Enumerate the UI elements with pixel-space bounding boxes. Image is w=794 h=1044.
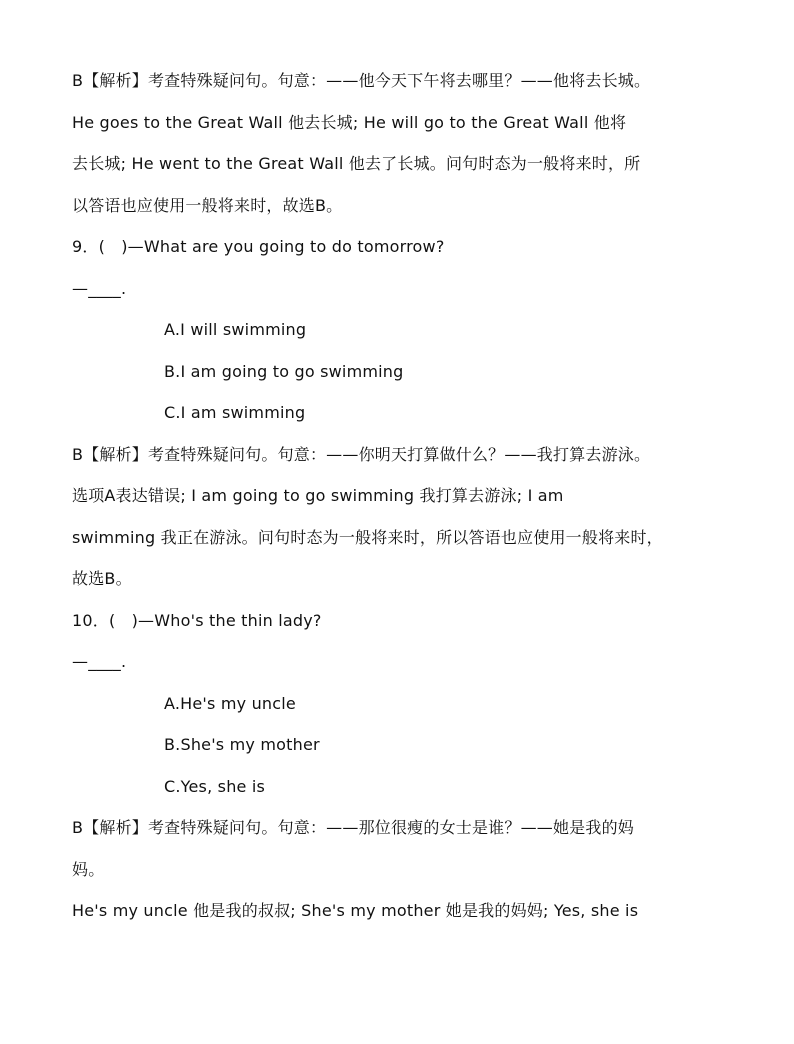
question-10: 10．( )—Who's the thin lady? [72,610,322,630]
question-10-option-b: B.She's my mother [164,735,320,754]
explanation-8-line-1: B【解析】考查特殊疑问句。句意：——他今天下午将去哪里？——他将去长城。 [72,71,651,90]
question-10-blank: —____. [72,652,127,671]
question-9-blank: —____. [72,278,127,298]
question-9: 9．( )—What are you going to do tomorrow? [72,237,445,256]
explanation-8-line-3: 去长城; He went to the Great Wall 他去了长城。问句时态为一般将来时，所 [72,154,641,173]
explanation-8-line-4: 以答语也应使用一般将来时，故选B。 [72,195,343,215]
explanation-9-line-3: swimming 我正在游泳。问句时态为一般将来时，所以答语也应使用一般将来时， [72,527,663,547]
question-9-option-b: B.I am going to go swimming [164,361,404,381]
question-10-option-a: A.He's my uncle [164,693,296,713]
question-10-option-c: C.Yes, she is [164,776,266,796]
explanation-8-line-2: He goes to the Great Wall 他去长城; He will go to the Great Wall 他将 [72,112,627,132]
question-9-option-a: A.I will swimming [164,320,307,339]
explanation-9-line-1: B【解析】考查特殊疑问句。句意：——你明天打算做什么？——我打算去游泳。 [72,444,651,464]
explanation-9-line-2: 选项A表达错误; I am going to go swimming 我打算去游泳; I am [72,486,564,505]
explanation-9-line-4: 故选B。 [72,569,132,588]
explanation-10-line-3: He's my uncle 他是我的叔叔; She's my mother 她是我的妈妈; Yes, she is [72,901,639,920]
explanation-10-line-1: B【解析】考查特殊疑问句。句意：——那位很瘦的女士是谁？——她是我的妈 [72,818,634,837]
explanation-10-line-2: 妈。 [72,859,105,879]
document-body [72,60,762,932]
question-9-option-c: C.I am swimming [164,403,306,422]
